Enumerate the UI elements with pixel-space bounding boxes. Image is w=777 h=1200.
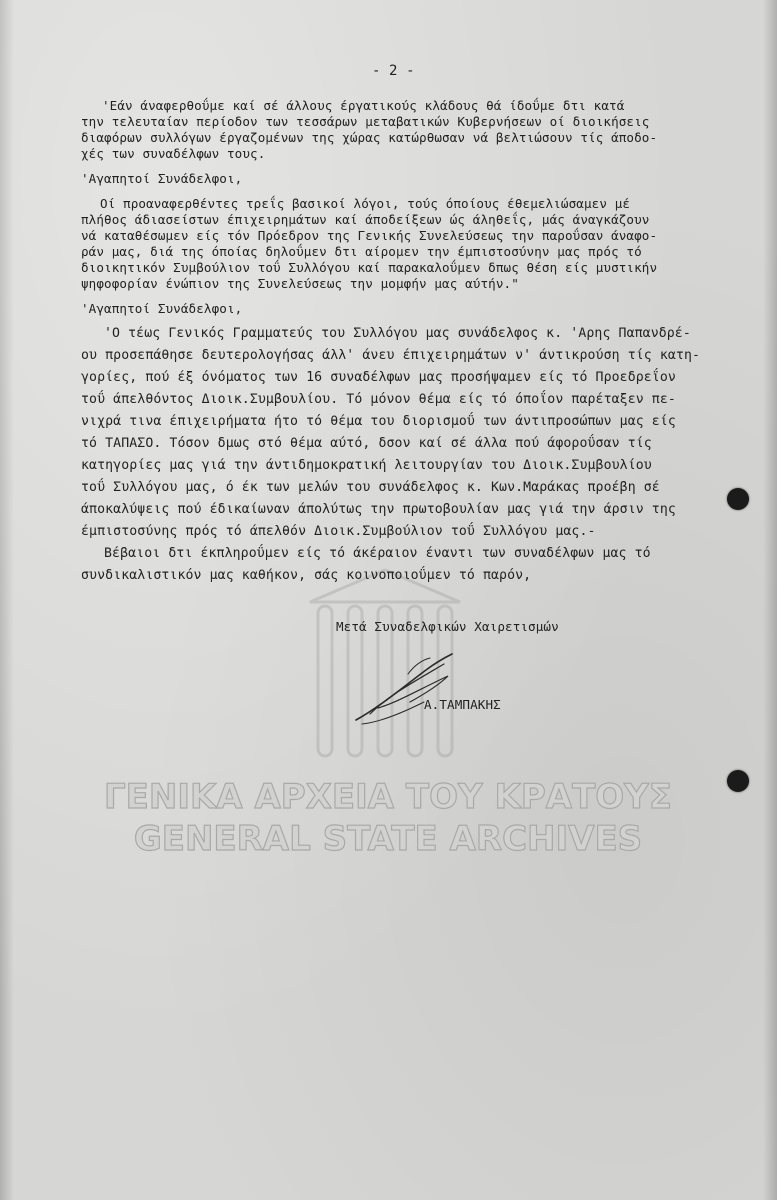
- punch-hole: [727, 488, 749, 510]
- archive-text-watermark: [0, 760, 777, 870]
- paragraph-1-line: διαφόρων συλλόγων έργαζομένων της χώρας κατώρθωσαν νά βελτιώσουν τίς άποδο-: [81, 130, 658, 145]
- paragraph-2-line: ράν μας, διά της όποίας δηλοΰμεν δτι αίρομεν την έμπιστοσύνην μας πρός τό: [81, 244, 642, 259]
- paragraph-1-line: την τελευταίαν περίοδον των τεσσάρων μεταβατικών Κυβερνήσεων οί διοικήσεις: [81, 114, 650, 129]
- paragraph-3-line: ου προσεπάθησε δευτερολογήσας άλλ' άνευ έπιχειρημάτων ν' άντικρούση τίς κατη-: [81, 348, 701, 363]
- paragraph-3-line: τοΰ Συλλόγου μας, ό έκ των μελών του συνάδελφος κ. Κων.Μαράκας προέβη σέ: [81, 480, 660, 495]
- watermark-english: GENERAL STATE ARCHIVES: [133, 819, 643, 859]
- paragraph-3-line: 'Ο τέως Γενικός Γραμματεύς του Συλλόγου μας συνάδελφος κ. 'Αρης Παπανδρέ-: [104, 326, 691, 341]
- paragraph-3-line: τό ΤΑΠΑΣΟ. Τόσον δμως στό θέμα αύτό, δσον καί σέ άλλα πού άφοροΰσαν τίς: [81, 436, 652, 451]
- page-number: - 2 -: [372, 63, 415, 79]
- paragraph-2-line: ψηφοφορίαν ένώπιον της Συνελεύσεως την μομφήν μας αύτήν.": [81, 276, 519, 291]
- signatory-name: Α.ΤΑΜΠΑΚΗΣ: [424, 697, 501, 712]
- watermark-greek: ΓΕΝΙΚΑ ΑΡΧΕΙΑ ΤΟΥ ΚΡΑΤΟΥΣ: [103, 777, 673, 817]
- paragraph-3-line: κατηγορίες μας γιά την άντιδημοκρατική λειτουργίαν του Διοικ.Συμβουλίου: [81, 458, 652, 473]
- paragraph-3-line: γορίες, πού έξ όνόματος των 16 συναδέλφων μας προσήψαμεν είς τό Προεδρεΐον: [81, 370, 676, 385]
- paragraph-2-line: διοικητικόν Συμβούλιον τοΰ Συλλόγου καί παρακαλοΰμεν δπως θέση είς μυστικήν: [81, 260, 658, 275]
- paragraph-1-line: χές των συναδέλφων τους.: [81, 146, 266, 161]
- punch-hole: [727, 770, 749, 792]
- closing-greeting: Μετά Συναδελφικών Χαιρετισμών: [336, 619, 559, 634]
- paragraph-1-line: 'Εάν άναφερθοΰμε καί σέ άλλους έργατικούς κλάδους θά ίδοΰμε δτι κατά: [102, 98, 625, 113]
- paragraph-2-line: πλήθος άδιασείστων έπιχειρημάτων καί άποδείξεων ώς άληθεΐς, μάς άναγκάζουν: [81, 212, 650, 227]
- paragraph-3-line: τοΰ άπελθόντος Διοικ.Συμβουλίου. Τό μόνον θέμα είς τό όποΐον παρέταξεν πε-: [81, 392, 676, 407]
- salutation-first: 'Αγαπητοί Συνάδελφοι,: [81, 171, 243, 186]
- paragraph-4-line: συνδικαλιστικόν μας καθήκον, σάς κοινοποιοΰμεν τό παρόν,: [81, 568, 532, 583]
- handwritten-signature: [348, 644, 468, 730]
- paragraph-3-line: έμπιστοσύνης πρός τό άπελθόν Διοικ.Συμβούλιον τοΰ Συλλόγου μας.-: [81, 524, 596, 539]
- paragraph-2-line: Οί προαναφερθέντες τρεΐς βασικοί λόγοι, τούς όποίους έθεμελιώσαμεν μέ: [100, 196, 631, 211]
- paragraph-3-line: νιχρά τινα έπιχειρήματα ήτο τό θέμα του διορισμοΰ των άντιπροσώπων μας είς: [81, 414, 676, 429]
- paragraph-2-line: νά καταθέσωμεν είς τόν Πρόεδρον της Γενικής Συνελεύσεως την παροΰσαν άναφο-: [81, 228, 658, 243]
- paragraph-4-line: Βέβαιοι δτι έκπληροΰμεν είς τό άκέραιον έναντι των συναδέλφων μας τό: [104, 546, 651, 561]
- paragraph-3-line: άποκαλύψεις πού έδικαίωναν άπολύτως την πρωτοβουλίαν μας γιά την άρσιν της: [81, 502, 676, 517]
- salutation-second: 'Αγαπητοί Συνάδελφοι,: [81, 301, 243, 316]
